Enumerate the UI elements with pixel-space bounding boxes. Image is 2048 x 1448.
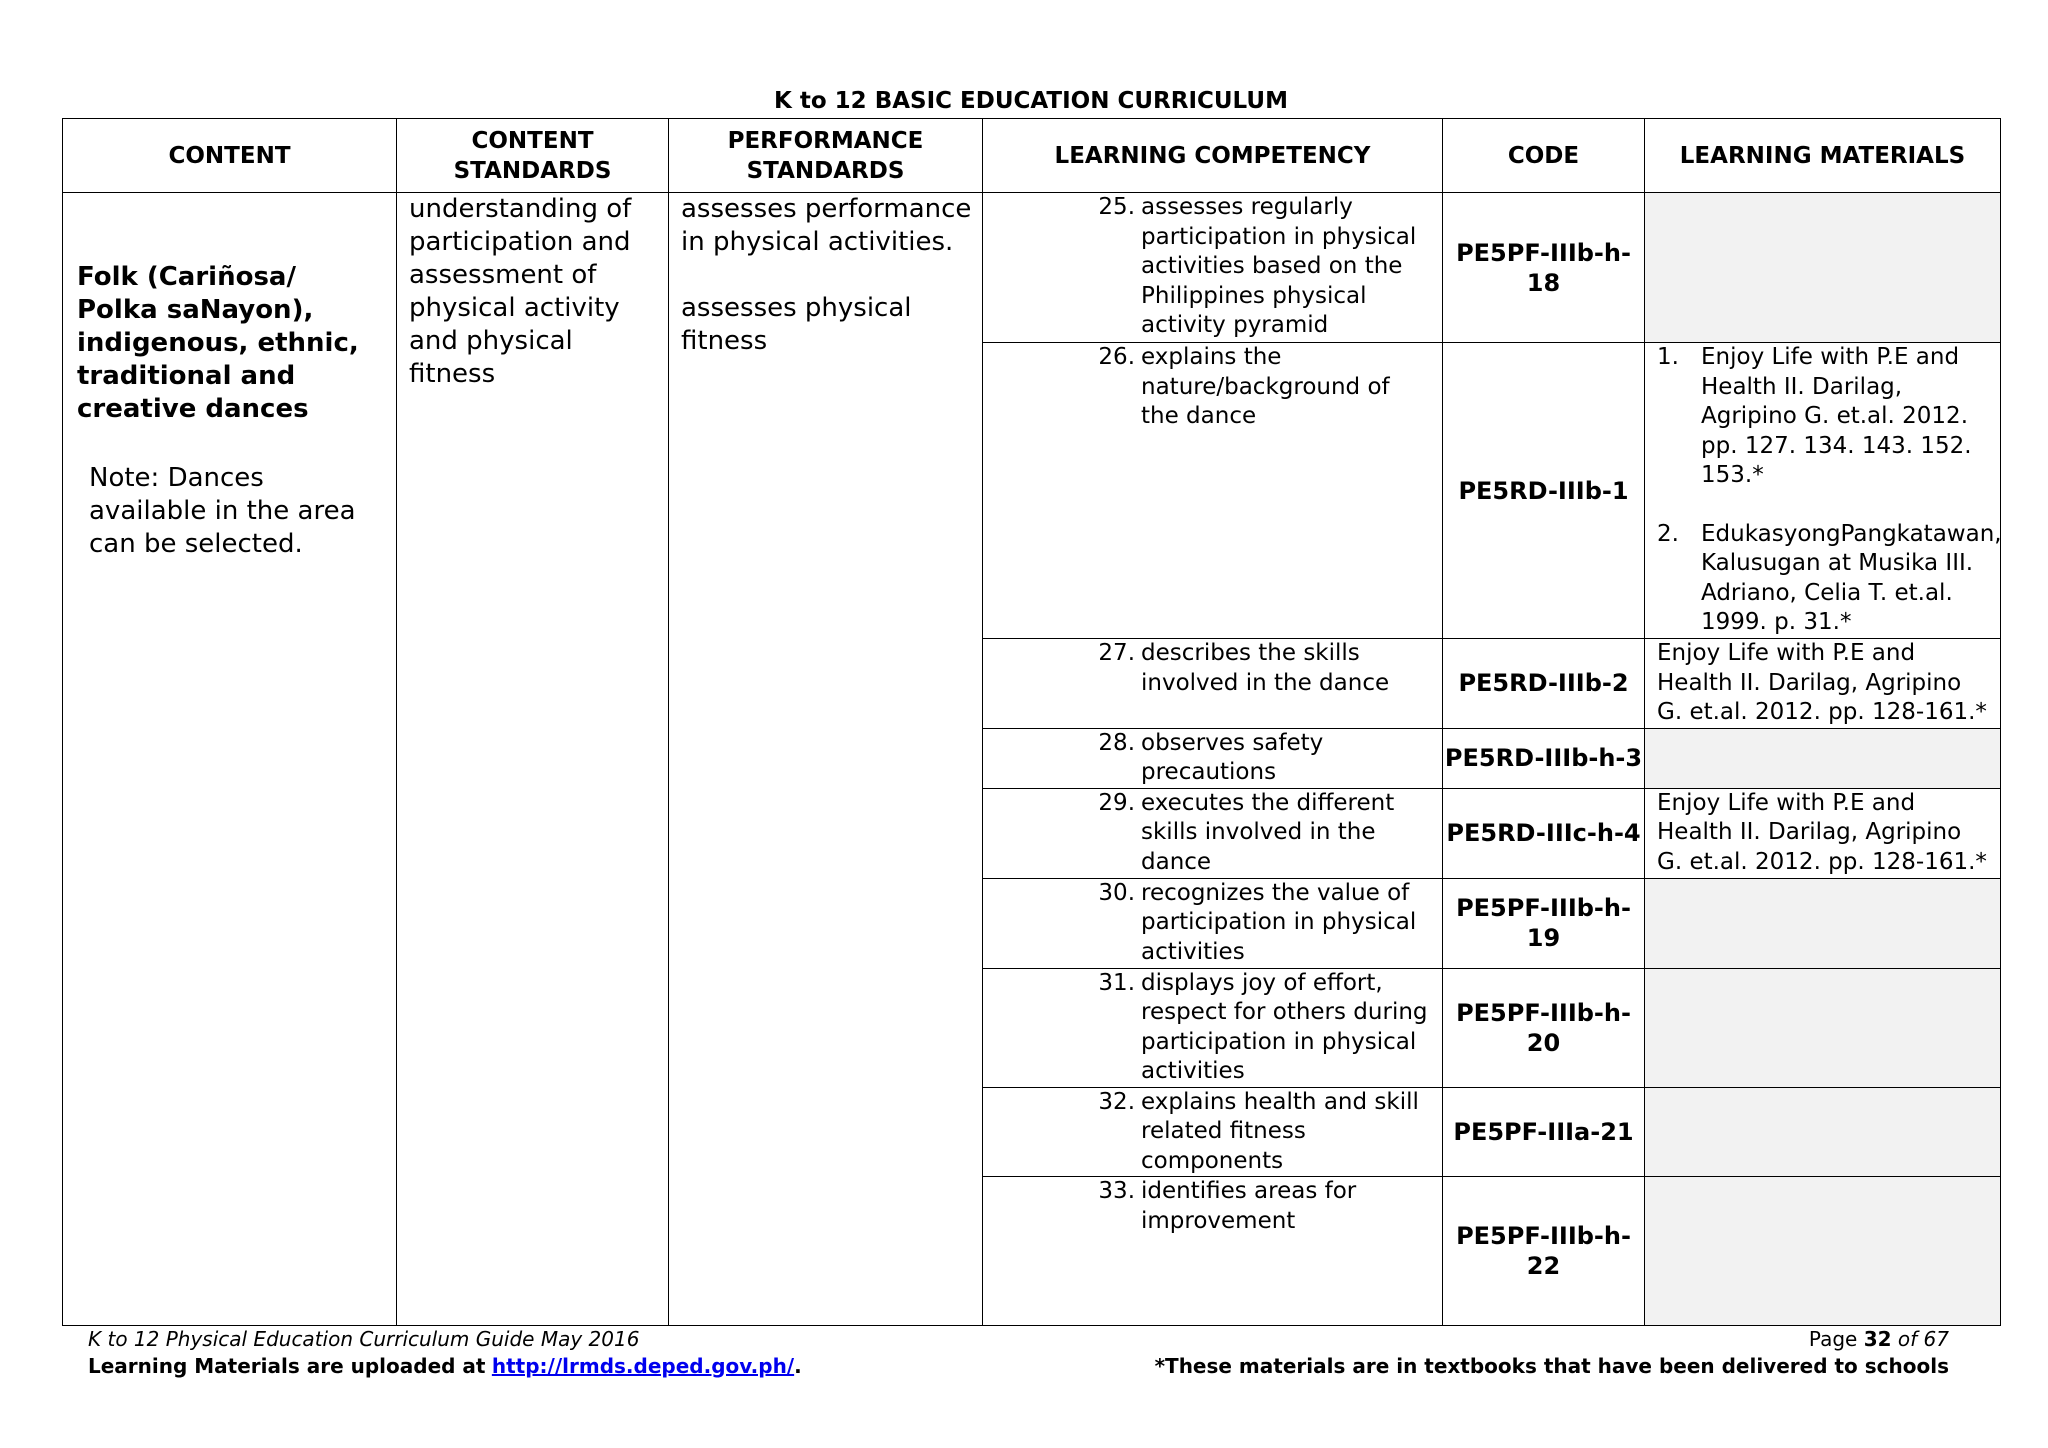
header-learning-competency: LEARNING COMPETENCY: [983, 119, 1443, 193]
competency-number: 28.: [1098, 729, 1135, 756]
code-cell: PE5RD-IIIb-1: [1443, 343, 1645, 639]
content-topic: Folk (Cariñosa/ Polka saNayon), indigenous, ethnic, traditional and creative dances: [77, 262, 359, 424]
competency-number: 32.: [1098, 1088, 1135, 1115]
materials-cell-empty: [1645, 1177, 2001, 1326]
competency-text: observes safety precautions: [1141, 729, 1324, 785]
page-label: Page: [1808, 1327, 1858, 1351]
competency-text: assesses regularly participation in physical activities based on the Philippines physical activity pyramid: [1141, 194, 1417, 338]
header-learning-materials: LEARNING MATERIALS: [1645, 119, 2001, 193]
code-cell: PE5PF-IIIa-21: [1443, 1087, 1645, 1177]
competency-cell: [983, 728, 1443, 788]
competency-text: recognizes the value of participation in physical activities: [1141, 879, 1417, 965]
material-item: 1. Enjoy Life with P.E and Health II. Darilag, Agripino G. et.al. 2012. pp. 127. 134. 143. 152. 153.*: [1657, 344, 1972, 488]
code-cell: PE5RD-IIIc-h-4: [1443, 788, 1645, 878]
table-row: [63, 193, 2001, 343]
header-content: CONTENT: [63, 119, 397, 193]
materials-cell-empty: [1645, 728, 2001, 788]
content-cell: [63, 193, 397, 1326]
page-number: 32: [1863, 1327, 1892, 1351]
code-cell: PE5RD-IIIb-2: [1443, 639, 1645, 729]
footer-uploaded-text: Learning Materials are uploaded at: [88, 1354, 486, 1378]
competency-number: 33.: [1098, 1178, 1135, 1204]
performance-standards-cell: [669, 193, 983, 1326]
footer-guide: K to 12 Physical Education Curriculum Guide May 2016: [88, 1327, 640, 1351]
code-cell: PE5RD-IIIb-h-3: [1443, 728, 1645, 788]
competency-number: 25.: [1098, 194, 1135, 220]
competency-cell: [983, 878, 1443, 968]
page-indicator: [1155, 1326, 1949, 1353]
competency-number: 26.: [1098, 344, 1135, 370]
competency-text: executes the different skills involved in the dance: [1141, 789, 1395, 875]
footer-left: K to 12 Physical Education Curriculum Guide May 2016 Learning Materials are uploaded at http://lrmds.deped.gov.ph/.: [88, 1327, 802, 1378]
materials-cell: [1645, 343, 2001, 639]
performance-standard-2: assesses physical fitness: [681, 293, 912, 356]
content-note: Note: Dances available in the area can be selected.: [89, 463, 356, 559]
code-cell: PE5PF-IIIb-h-19: [1443, 878, 1645, 968]
materials-cell-empty: [1645, 1087, 2001, 1177]
competency-cell: [983, 639, 1443, 729]
materials-cell-empty: [1645, 193, 2001, 343]
materials-cell-empty: [1645, 968, 2001, 1087]
competency-cell: [983, 1087, 1443, 1177]
materials-cell: Enjoy Life with P.E and Health II. Darilag, Agripino G. et.al. 2012. pp. 128-161.*: [1645, 639, 2001, 729]
competency-number: 30.: [1098, 879, 1135, 906]
material-item: 2. EdukasyongPangkatawan, Kalusugan at Musika III. Adriano, Celia T. et.al. 1999. p. 31.*: [1657, 520, 2002, 635]
code-cell: PE5PF-IIIb-h-18: [1443, 193, 1645, 343]
competency-number: 27.: [1098, 640, 1135, 666]
competency-text: explains health and skill related fitness components: [1141, 1088, 1419, 1174]
competency-cell: [983, 968, 1443, 1087]
competency-text: displays joy of effort, respect for others during participation in physical activities: [1141, 969, 1428, 1084]
performance-standard-1: assesses performance in physical activities.: [681, 194, 972, 257]
competency-cell: [983, 343, 1443, 639]
materials-cell: Enjoy Life with P.E and Health II. Darilag, Agripino G. et.al. 2012. pp. 128-161.*: [1645, 788, 2001, 878]
competency-text: explains the nature/background of the dance: [1141, 344, 1390, 429]
content-standards-text: understanding of participation and assessment of physical activity and physical fitness: [409, 194, 632, 389]
header-code: CODE: [1443, 119, 1645, 193]
competency-cell: [983, 788, 1443, 878]
code-cell: PE5PF-IIIb-h-20: [1443, 968, 1645, 1087]
competency-number: 31.: [1098, 969, 1135, 996]
code-cell: PE5PF-IIIb-h-22: [1443, 1177, 1645, 1326]
table-header-row: [63, 119, 2001, 193]
page-total: of 67: [1897, 1327, 1949, 1351]
curriculum-table: [62, 118, 2001, 1326]
footer-note: *These materials are in textbooks that have been delivered to schools: [1154, 1354, 1949, 1378]
lrmds-link[interactable]: http://lrmds.deped.gov.ph/: [491, 1354, 795, 1378]
competency-cell: [983, 1177, 1443, 1326]
competency-text: identifies areas for improvement: [1141, 1178, 1357, 1234]
competency-text: describes the skills involved in the dance: [1141, 640, 1390, 696]
footer-right: [1155, 1326, 1949, 1380]
competency-cell: [983, 193, 1443, 343]
header-content-standards: CONTENT STANDARDS: [397, 119, 669, 193]
header-performance-standards: PERFORMANCE STANDARDS: [669, 119, 983, 193]
competency-number: 29.: [1098, 789, 1135, 816]
document-title: K to 12 BASIC EDUCATION CURRICULUM: [774, 88, 1288, 114]
materials-cell-empty: [1645, 878, 2001, 968]
content-standards-cell: [397, 193, 669, 1326]
